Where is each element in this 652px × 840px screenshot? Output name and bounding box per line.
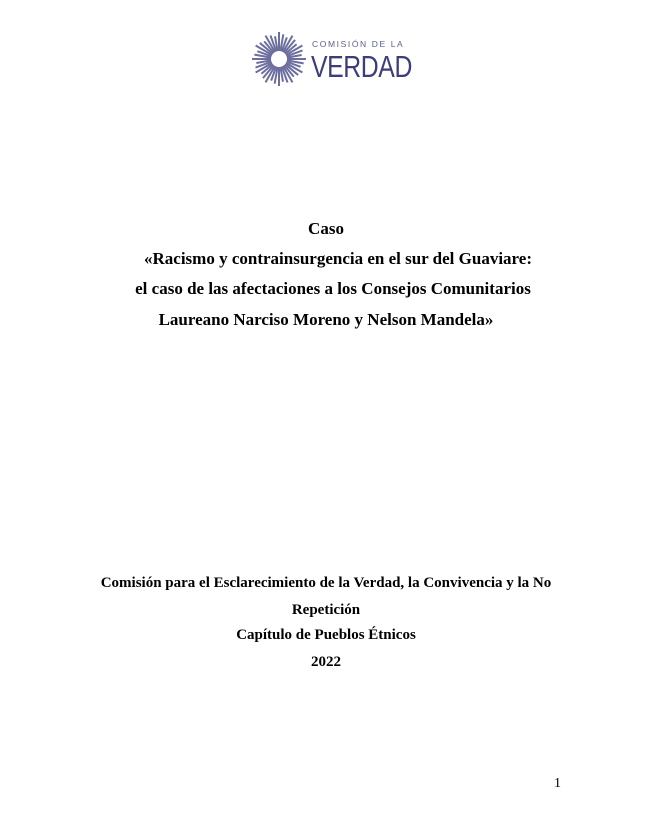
- sunburst-logo-icon: [250, 30, 308, 88]
- year-label: 2022: [311, 654, 341, 670]
- title-line-2: el caso de las afectaciones a los Consejos Comunitarios: [135, 279, 531, 298]
- chapter-label: Capítulo de Pueblos Étnicos: [236, 627, 416, 643]
- comision-verdad-logo: [250, 30, 412, 94]
- title-line-3: Laureano Narciso Moreno y Nelson Mandela»: [158, 310, 494, 329]
- logo-main-text: VERDAD: [311, 49, 412, 84]
- title-label: Caso: [308, 219, 344, 238]
- credits-line-1: Comisión para el Esclarecimiento de la Verdad, la Convivencia y la No: [100, 575, 552, 591]
- title-line-1: «Racismo y contrainsurgencia en el sur del Guaviare:: [144, 249, 532, 268]
- credits-line-2: Repetición: [291, 602, 361, 618]
- page-number: 1: [554, 776, 561, 791]
- logo-top-text: COMISIÓN DE LA: [312, 39, 405, 49]
